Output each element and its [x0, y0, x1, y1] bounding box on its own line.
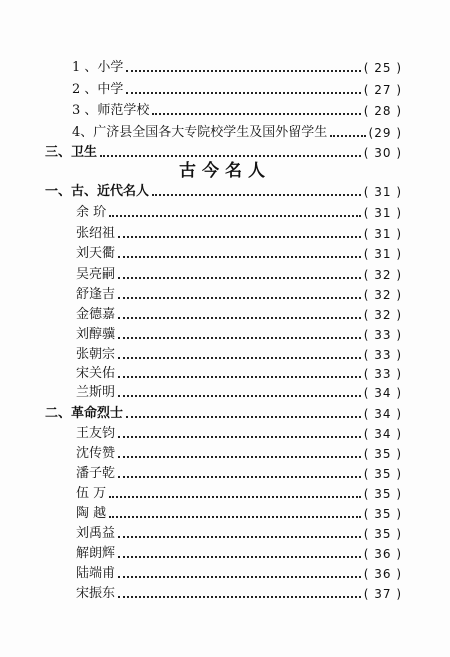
toc-entry-person[interactable]: [76, 564, 402, 584]
toc-entry-person[interactable]: [76, 383, 402, 403]
toc-entry-page: ( 37 ): [363, 587, 402, 601]
toc-entry-label: 伍 万: [76, 486, 107, 501]
toc-entry-page: ( 25 ): [363, 61, 402, 75]
toc-entry-page: ( 31 ): [363, 227, 402, 241]
toc-entry-label: 陶 越: [76, 506, 107, 521]
toc-entry-page: ( 33 ): [363, 348, 402, 362]
toc-entry-label: 陆端甫: [76, 566, 116, 581]
toc-entry-label: 张绍祖: [76, 226, 116, 241]
toc-entry-label: 一、古、近代名人: [45, 184, 150, 199]
toc-entry-person[interactable]: [76, 444, 402, 464]
toc-entry-label: 金德嘉: [76, 307, 116, 322]
toc-entry-label: 张朝宗: [76, 347, 116, 362]
dot-leader: [118, 256, 361, 258]
dot-leader: [118, 337, 361, 339]
toc-entry-ancient-modern[interactable]: [45, 182, 402, 202]
toc-entry-label: 2 、中学: [72, 82, 124, 97]
toc-entry-person[interactable]: [76, 364, 402, 384]
toc-entry-person[interactable]: [76, 345, 402, 365]
dot-leader: [118, 236, 361, 238]
toc-entry-label: 宋关佑: [76, 366, 116, 381]
toc-entry-page: ( 34 ): [363, 427, 402, 441]
toc-entry-person[interactable]: [76, 424, 402, 444]
toc-entry-page: ( 32 ): [363, 268, 402, 282]
toc-entry-page: ( 32 ): [363, 288, 402, 302]
dot-leader: [152, 113, 360, 115]
toc-entry-label: 三、卫生: [45, 145, 98, 160]
dot-leader: [118, 297, 361, 299]
dot-leader: [118, 456, 361, 458]
dot-leader: [330, 135, 365, 137]
toc-entry-college-students[interactable]: [72, 123, 402, 143]
dot-leader: [118, 556, 361, 558]
toc-entry-page: ( 27 ): [363, 83, 402, 97]
toc-entry-label: 刘禹益: [76, 526, 116, 541]
dot-leader: [118, 476, 361, 478]
dot-leader: [118, 596, 361, 598]
toc-entry-label: 舒逢吉: [76, 287, 116, 302]
toc-entry-person[interactable]: [76, 305, 402, 325]
toc-entry-page: ( 36 ): [363, 567, 402, 581]
dot-leader: [118, 357, 361, 359]
dot-leader: [109, 516, 361, 518]
toc-entry-page: (29 ): [368, 126, 402, 140]
toc-entry-person[interactable]: [76, 203, 402, 223]
toc-entry-person[interactable]: [76, 584, 402, 604]
toc-entry-page: ( 31 ): [363, 185, 402, 199]
toc-entry-label: 4、广济县全国各大专院校学生及国外留学生: [72, 125, 328, 140]
toc-entry-person[interactable]: [76, 504, 402, 524]
toc-entry-page: ( 28 ): [363, 104, 402, 118]
dot-leader: [118, 395, 361, 397]
dot-leader: [118, 436, 361, 438]
dot-leader: [109, 496, 361, 498]
toc-entry-page: ( 33 ): [363, 328, 402, 342]
toc-entry-person[interactable]: [76, 265, 402, 285]
toc-entry-label: 潘子乾: [76, 466, 116, 481]
toc-entry-label: 1 、小学: [72, 60, 124, 75]
toc-entry-page: ( 33 ): [363, 367, 402, 381]
toc-entry-normal-school[interactable]: [72, 101, 402, 121]
toc-entry-page: ( 31 ): [363, 247, 402, 261]
section-heading: 古今名人: [179, 161, 271, 181]
toc-entry-label: 王友钧: [76, 426, 116, 441]
toc-entry-label: 吴亮嗣: [76, 267, 116, 282]
toc-entry-revolutionary-martyrs[interactable]: [45, 404, 402, 424]
toc-entry-label: 宋振东: [76, 586, 116, 601]
toc-entry-page: ( 36 ): [363, 547, 402, 561]
dot-leader: [118, 536, 361, 538]
toc-entry-person[interactable]: [76, 464, 402, 484]
toc-entry-person[interactable]: [76, 244, 402, 264]
dot-leader: [118, 277, 361, 279]
toc-entry-label: 沈传赞: [76, 446, 116, 461]
toc-entry-person[interactable]: [76, 224, 402, 244]
toc-entry-person[interactable]: [76, 524, 402, 544]
toc-entry-label: 二、革命烈士: [45, 406, 124, 421]
dot-leader: [100, 155, 361, 157]
toc-entry-primary-school[interactable]: [72, 58, 402, 78]
toc-entry-person[interactable]: [76, 544, 402, 564]
toc-entry-label: 刘天衢: [76, 246, 116, 261]
toc-entry-person[interactable]: [76, 325, 402, 345]
toc-entry-page: ( 34 ): [363, 407, 402, 421]
dot-leader: [126, 70, 360, 72]
toc-entry-person[interactable]: [76, 285, 402, 305]
toc-entry-page: ( 32 ): [363, 308, 402, 322]
toc-entry-label: 兰斯明: [76, 385, 116, 400]
toc-entry-label: 刘醇骥: [76, 327, 116, 342]
toc-entry-page: ( 35 ): [363, 527, 402, 541]
dot-leader: [109, 215, 361, 217]
toc-entry-label: 3 、师范学校: [72, 103, 150, 118]
toc-entry-page: ( 35 ): [363, 447, 402, 461]
dot-leader: [152, 194, 361, 196]
toc-entry-page: ( 35 ): [363, 507, 402, 521]
toc-entry-label: 余 玠: [76, 205, 107, 220]
toc-entry-page: ( 35 ): [363, 467, 402, 481]
toc-entry-page: ( 35 ): [363, 487, 402, 501]
dot-leader: [126, 416, 361, 418]
toc-entry-label: 解朗辉: [76, 546, 116, 561]
dot-leader: [118, 376, 361, 378]
toc-entry-middle-school[interactable]: [72, 80, 402, 100]
dot-leader: [118, 576, 361, 578]
toc-entry-person[interactable]: [76, 484, 402, 504]
dot-leader: [126, 92, 360, 94]
dot-leader: [118, 317, 361, 319]
toc-entry-page: ( 31 ): [363, 206, 402, 220]
toc-entry-page: ( 30 ): [363, 146, 402, 160]
toc-entry-page: ( 34 ): [363, 386, 402, 400]
